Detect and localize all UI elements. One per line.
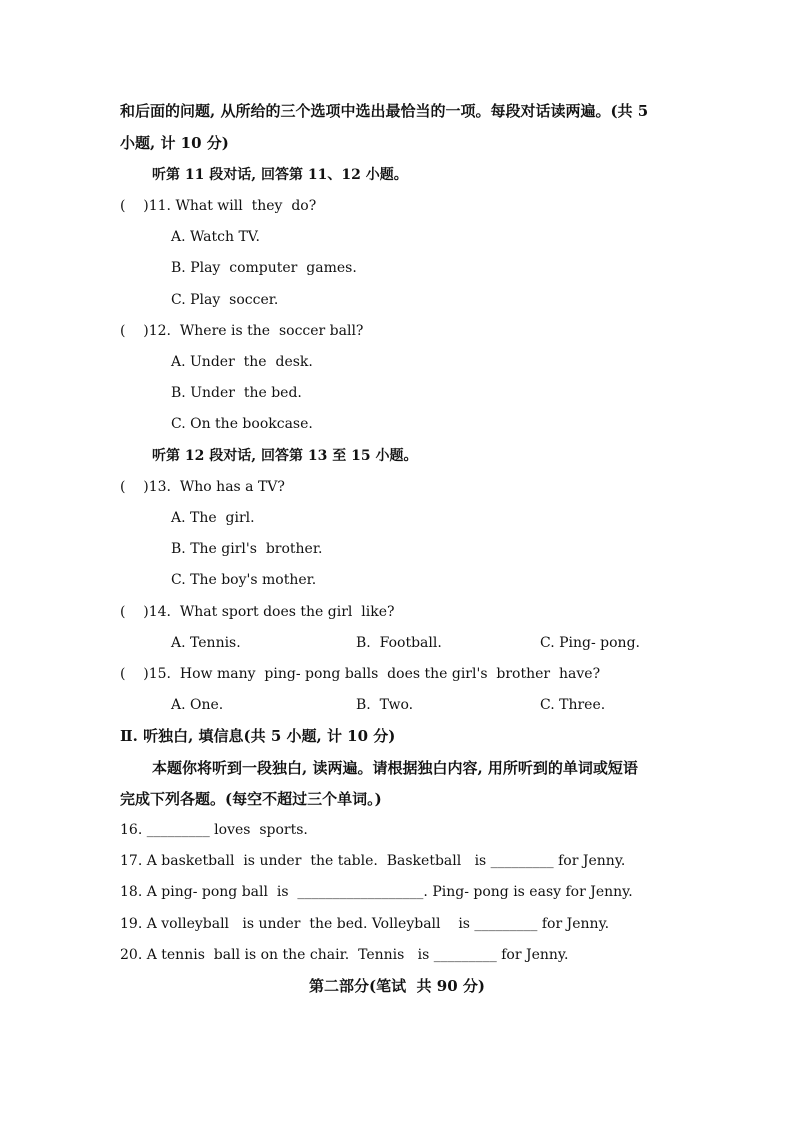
question-11-stem: ( )11. What will they do? [120, 198, 317, 214]
intro-line-2: 小题, 计 10 分) [120, 134, 229, 152]
part-2-heading: 第二部分(笔试 共 90 分) [309, 977, 485, 995]
section-2-heading: Ⅱ. 听独白, 填信息(共 5 小题, 计 10 分) [120, 727, 396, 745]
question-15-option-a: A. One. [171, 697, 224, 713]
question-14-stem: ( )14. What sport does the girl like? [120, 604, 395, 620]
fill-question-19: 19. A volleyball is under the bed. Volleyball is _________ for Jenny. [120, 916, 610, 932]
question-12-option-a: A. Under the desk. [171, 354, 313, 370]
question-12-stem: ( )12. Where is the soccer ball? [120, 323, 364, 339]
section-2-instruction-line-1: 本题你将听到一段独白, 读两遍。请根据独白内容, 用所听到的单词或短语 [152, 759, 638, 777]
fill-question-16: 16. _________ loves sports. [120, 822, 308, 838]
question-11-option-b: B. Play computer games. [171, 260, 357, 276]
question-12-option-c: C. On the bookcase. [171, 416, 313, 432]
question-13-option-a: A. The girl. [171, 510, 255, 526]
question-14-option-c: C. Ping- pong. [540, 635, 640, 651]
intro-line-1: 和后面的问题, 从所给的三个选项中选出最恰当的一项。每段对话读两遍。(共 5 [120, 102, 649, 120]
question-13-option-b: B. The girl's brother. [171, 541, 323, 557]
question-15-stem: ( )15. How many ping- pong balls does the girl's brother have? [120, 666, 601, 682]
fill-question-18: 18. A ping- pong ball is __________________. Ping- pong is easy for Jenny. [120, 884, 633, 900]
fill-question-17: 17. A basketball is under the table. Basketball is _________ for Jenny. [120, 853, 626, 869]
dialog-12-heading: 听第 12 段对话, 回答第 13 至 15 小题。 [152, 448, 418, 464]
question-13-option-c: C. The boy's mother. [171, 572, 317, 588]
dialog-11-heading: 听第 11 段对话, 回答第 11、12 小题。 [152, 167, 408, 183]
question-13-stem: ( )13. Who has a TV? [120, 479, 285, 495]
question-15-option-c: C. Three. [540, 697, 606, 713]
question-14-option-b: B. Football. [356, 635, 442, 651]
question-14-option-a: A. Tennis. [171, 635, 241, 651]
question-11-option-a: A. Watch TV. [171, 229, 260, 245]
question-15-option-b: B. Two. [356, 697, 414, 713]
question-12-option-b: B. Under the bed. [171, 385, 302, 401]
section-2-instruction-line-2: 完成下列各题。(每空不超过三个单词。) [120, 790, 382, 808]
question-11-option-c: C. Play soccer. [171, 292, 279, 308]
fill-question-20: 20. A tennis ball is on the chair. Tennis is _________ for Jenny. [120, 947, 569, 963]
